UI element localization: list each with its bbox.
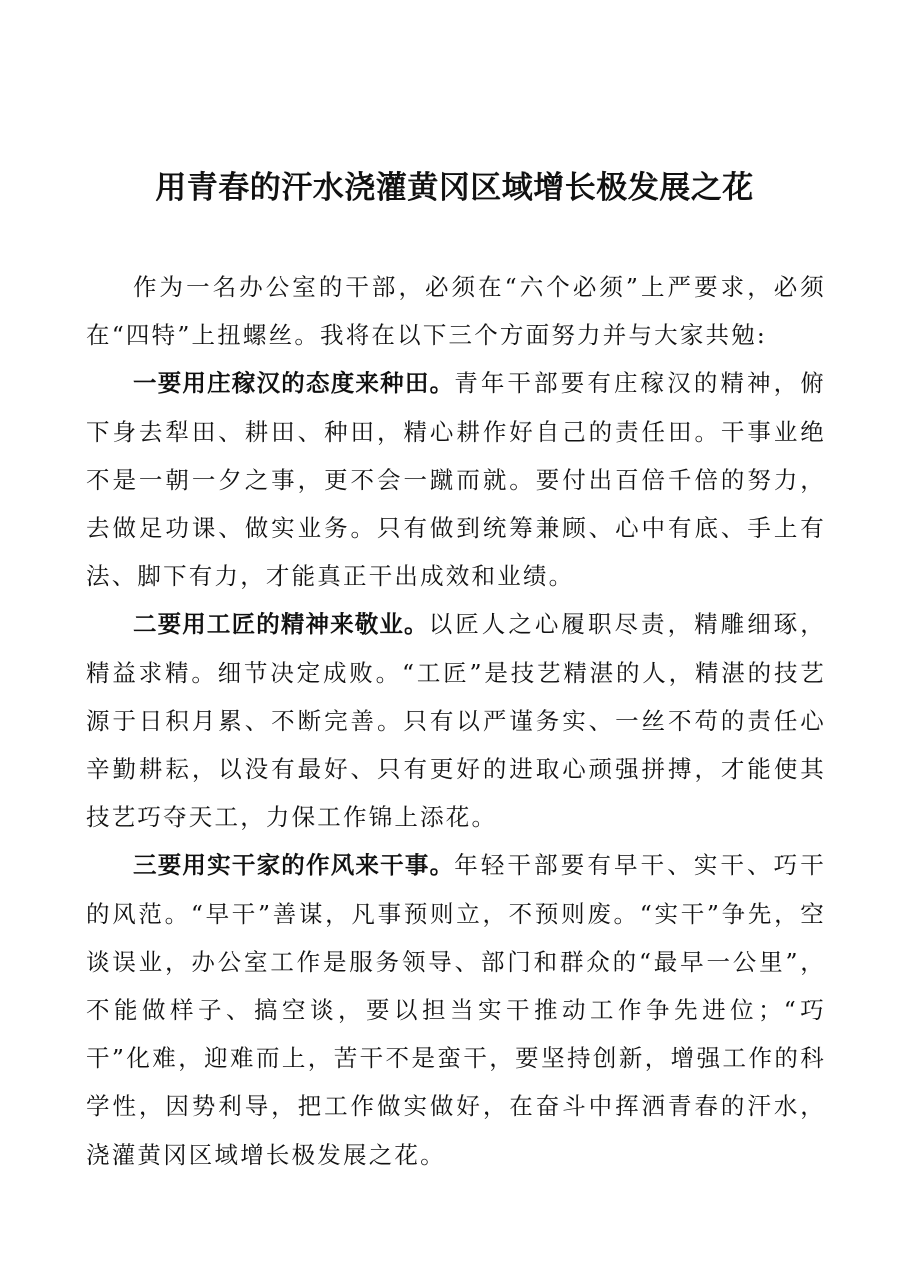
document-body	[86, 263, 826, 1179]
section-heading-1: 一要用庄稼汉的态度来种田。	[133, 369, 455, 398]
section-heading-3: 三要用实干家的作风来干事。	[133, 851, 455, 880]
section-heading-2: 二要用工匠的精神来敬业。	[133, 610, 429, 639]
section-text-2: 以匠人之心履职尽责，精雕细琢，精益求精。细节决定成败。“工匠”是技艺精湛的人，精湛的技艺源于日积月累、不断完善。只有以严谨务实、一丝不苟的责任心辛勤耕耘，以没有最好、只有更好的进取心顽强拼搏，才能使其技艺巧夺天工，力保工作锦上添花。	[86, 610, 826, 832]
document-title: 用青春的汗水浇灌黄冈区域增长极发展之花	[155, 170, 754, 206]
section-text-1: 青年干部要有庄稼汉的精神，俯下身去犁田、耕田、种田，精心耕作好自己的责任田。干事业绝不是一朝一夕之事，更不会一蹴而就。要付出百倍千倍的努力，去做足功课、做实业务。只有做到统筹兼顾、心中有底、手上有法、脚下有力，才能真正干出成效和业绩。	[86, 369, 826, 591]
section-paragraph-2	[86, 600, 826, 841]
intro-paragraph: 作为一名办公室的干部，必须在“六个必须”上严要求，必须在“四特”上扭螺丝。我将在以下三个方面努力并与大家共勉:	[86, 273, 826, 350]
section-text-3: 年轻干部要有早干、实干、巧干的风范。“早干”善谋，凡事预则立，不预则废。“实干”争先，空谈误业，办公室工作是服务领导、部门和群众的“最早一公里”，不能做样子、搞空谈，要以担当实干推动工作争先进位；“巧干”化难，迎难而上，苦干不是蛮干，要坚持创新，增强工作的科学性，因势利导，把工作做实做好，在奋斗中挥洒青春的汗水，浇灌黄冈区域增长极发展之花。	[86, 851, 826, 1169]
section-paragraph-3	[86, 841, 826, 1178]
section-paragraph-1	[86, 359, 826, 600]
